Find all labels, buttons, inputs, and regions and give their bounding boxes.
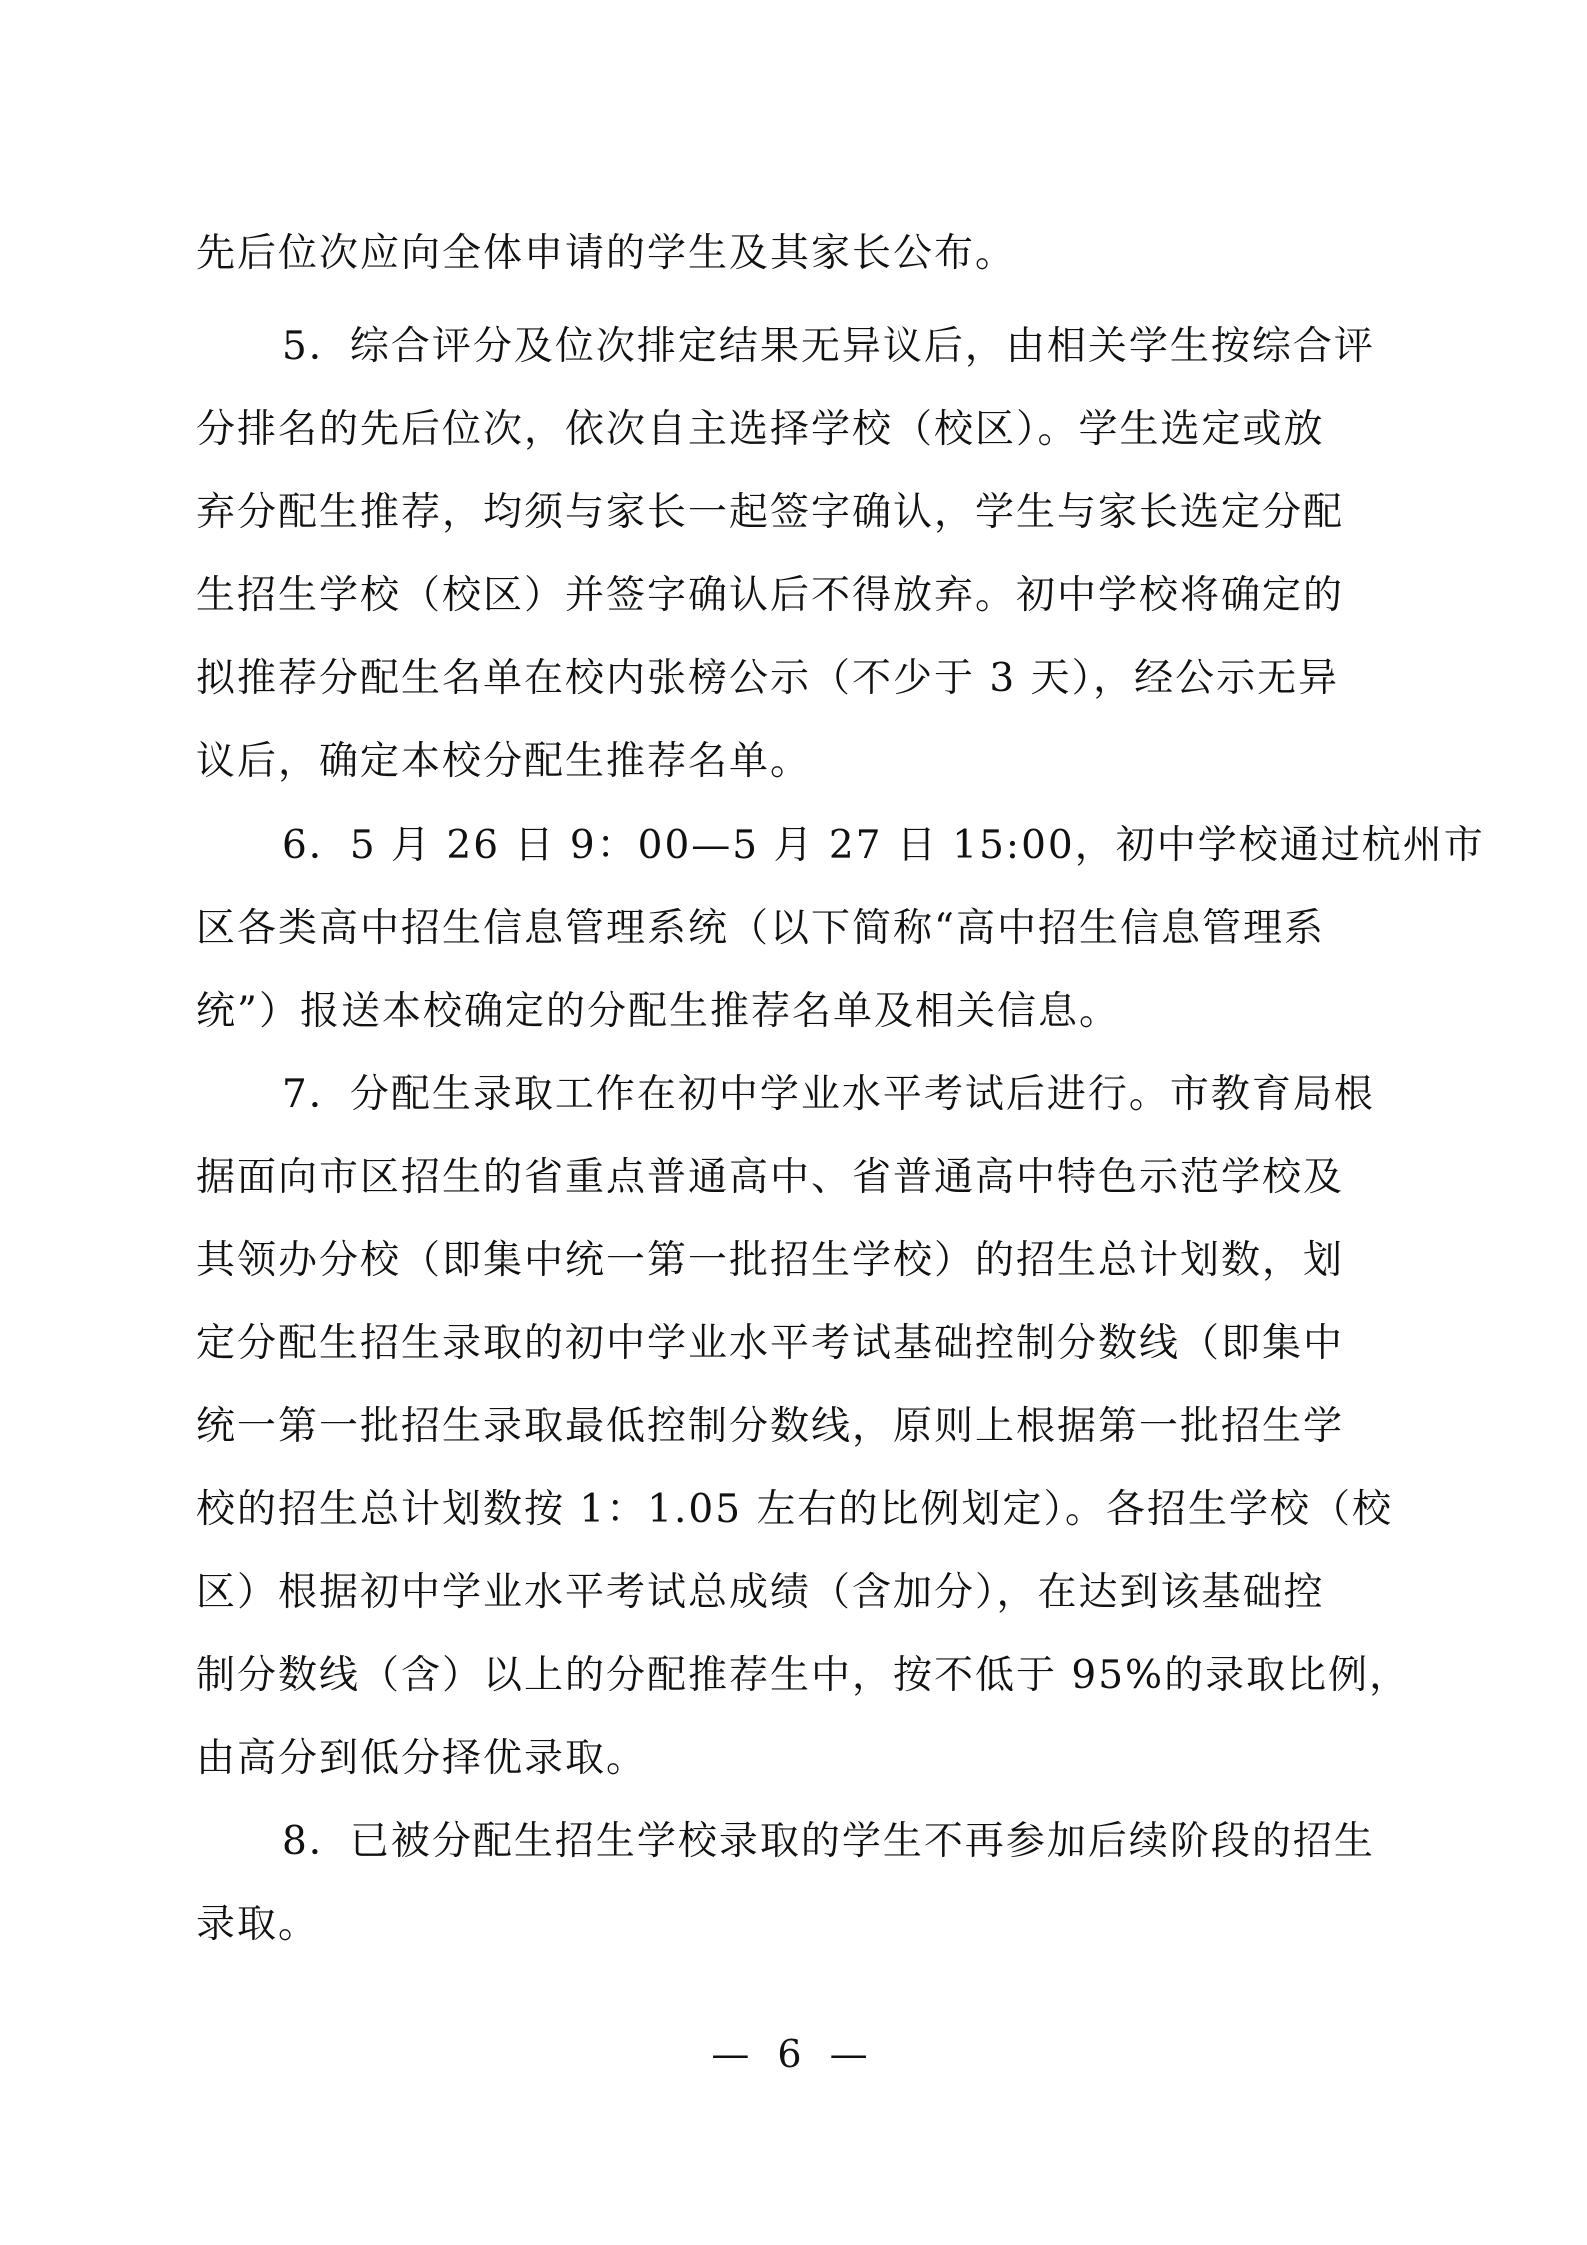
- text-line-19: 由高分到低分择优录取。: [196, 1736, 648, 1781]
- text-line-16: 校的招生总计划数按 1：1.05 左右的比例划定）。各招生学校（校: [196, 1487, 1393, 1532]
- text-line-5: 生招生学校（校区）并签字确认后不得放弃。初中学校将确定的: [196, 573, 1345, 618]
- text-line-11: 7．分配生录取工作在初中学业水平考试后进行。市教育局根: [282, 1072, 1375, 1117]
- text-line-9: 区各类高中招生信息管理系统（以下简称“高中招生信息管理系: [196, 906, 1325, 951]
- text-line-7: 议后，确定本校分配生推荐名单。: [196, 739, 812, 784]
- text-line-21: 录取。: [196, 1902, 320, 1947]
- text-line-14: 定分配生招生录取的初中学业水平考试基础控制分数线（即集中: [196, 1321, 1345, 1366]
- text-line-20: 8．已被分配生招生学校录取的学生不再参加后续阶段的招生: [282, 1819, 1375, 1864]
- text-line-10: 统”）报送本校确定的分配生推荐名单及相关信息。: [196, 989, 1120, 1034]
- text-line-8: 6．5 月 26 日 9：00—5 月 27 日 15:00，初中学校通过杭州市: [282, 823, 1485, 868]
- text-line-1: 先后位次应向全体申请的学生及其家长公布。: [196, 231, 1017, 276]
- text-line-13: 其领办分校（即集中统一第一批招生学校）的招生总计划数，划: [196, 1238, 1345, 1283]
- text-line-6: 拟推荐分配生名单在校内张榜公示（不少于 3 天），经公示无异: [196, 656, 1340, 701]
- text-line-17: 区）根据初中学业水平考试总成绩（含加分），在达到该基础控: [196, 1570, 1325, 1615]
- text-line-4: 弃分配生推荐，均须与家长一起签字确认，学生与家长选定分配: [196, 490, 1345, 535]
- text-line-3: 分排名的先后位次，依次自主选择学校（校区）。学生选定或放: [196, 407, 1325, 452]
- text-line-18: 制分数线（含）以上的分配推荐生中，按不低于 95%的录取比例，: [196, 1653, 1411, 1698]
- page-number: — 6 —: [711, 2032, 876, 2076]
- text-line-2: 5．综合评分及位次排定结果无异议后，由相关学生按综合评: [282, 324, 1375, 369]
- text-line-12: 据面向市区招生的省重点普通高中、省普通高中特色示范学校及: [196, 1155, 1345, 1200]
- text-line-15: 统一第一批招生录取最低控制分数线，原则上根据第一批招生学: [196, 1404, 1345, 1449]
